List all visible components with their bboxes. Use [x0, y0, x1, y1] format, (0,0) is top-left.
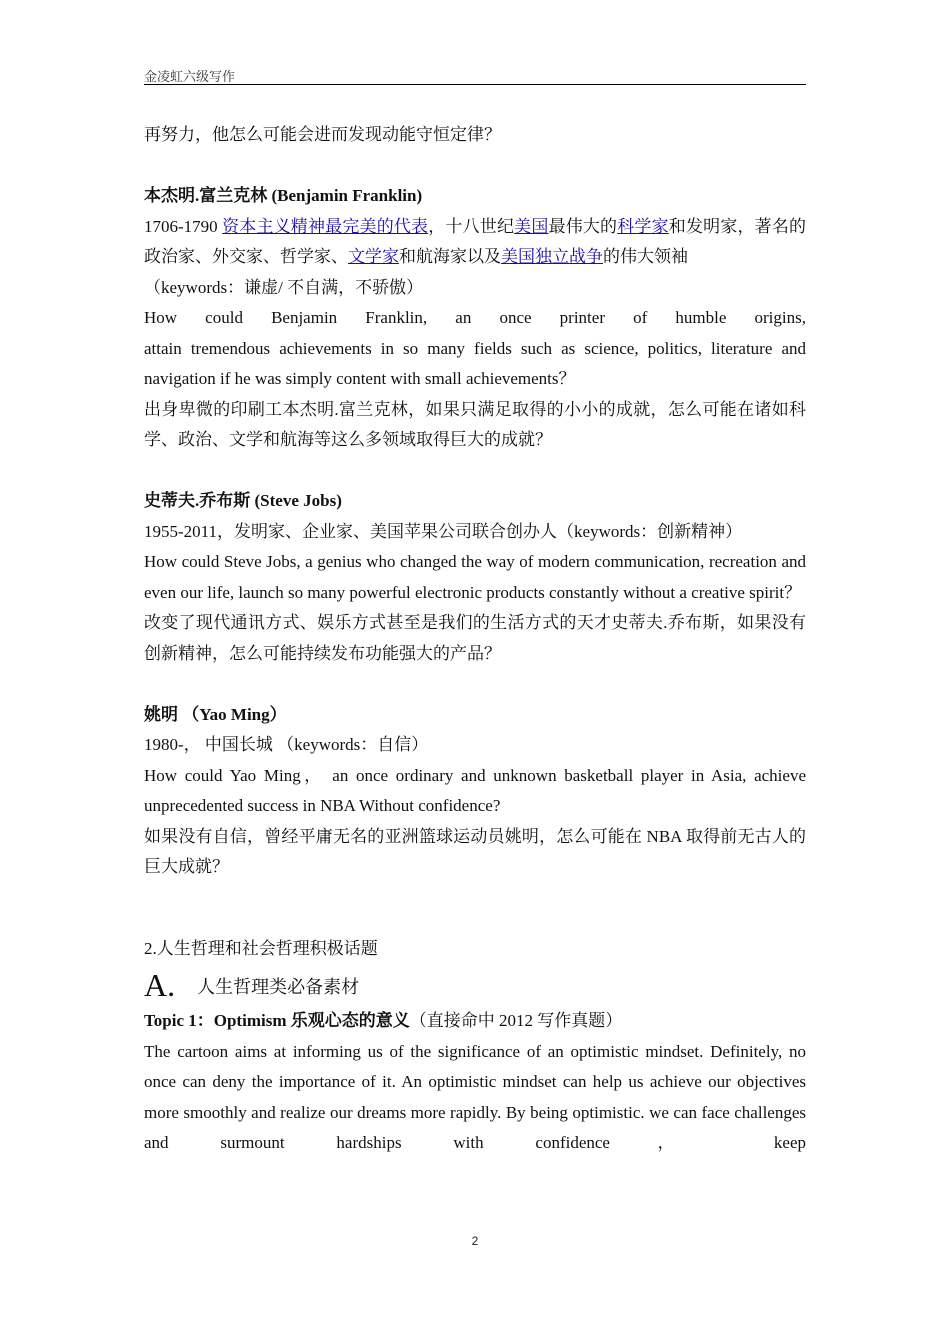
section-a-heading	[144, 964, 806, 1006]
spacer	[144, 669, 806, 700]
page-header	[144, 62, 806, 85]
topic-1-heading	[144, 1006, 806, 1037]
document-body	[144, 120, 806, 1159]
link-america[interactable]: 美国	[514, 216, 549, 236]
franklin-text-4: 和航海家以及	[399, 247, 501, 266]
page-number: 2	[471, 1234, 479, 1248]
link-capitalism-spirit[interactable]: 资本主义精神最完美的代表	[222, 216, 429, 236]
franklin-heading: 本杰明.富兰克林 (Benjamin Franklin)	[144, 186, 423, 205]
yao-chinese: 如果没有自信，曾经平庸无名的亚洲篮球运动员姚明，怎么可能在 NBA 取得前无古人的巨大成就？	[144, 826, 806, 876]
yao-intro: 1980-， 中国长城 （keywords：自信）	[144, 735, 429, 754]
section-2-title: 2.人生哲理和社会哲理积极话题	[144, 938, 378, 958]
franklin-text-1: ，十八世纪	[428, 216, 515, 236]
topic-1-note: （直接命中 2012 写作真题）	[409, 1011, 623, 1030]
yao-heading: 姚明 （Yao Ming）	[144, 704, 287, 724]
franklin-intro	[144, 212, 806, 273]
jobs-english: How could Steve Jobs, a genius who changed the way of modern communication, recreation and even our life, launch so many powerful electronic products constantly without a creative spirit？	[144, 552, 806, 602]
section-a-letter: A.	[144, 967, 176, 1003]
header-title: 金凌虹六级写作	[144, 70, 236, 85]
franklin-keywords: （keywords：谦虚/ 不自满，不骄傲）	[144, 277, 424, 297]
franklin-text-2: 最伟大的	[548, 216, 618, 236]
jobs-heading: 史蒂夫.乔布斯 (Steve Jobs)	[144, 491, 342, 510]
franklin-text-3: 和发明家，著名的政治家、外交家、哲学家、	[144, 216, 807, 266]
link-independence-war[interactable]: 美国独立战争	[501, 247, 603, 266]
jobs-chinese: 改变了现代通讯方式、娱乐方式甚至是我们的生活方式的天才史蒂夫.乔布斯，如果没有创新精神，怎么可能持续发布功能强大的产品？	[144, 613, 806, 663]
section-a-title: 人生哲理类必备素材	[197, 977, 360, 997]
spacer	[144, 151, 806, 182]
spacer	[144, 456, 806, 487]
franklin-text-5: 的伟大领袖	[603, 247, 688, 266]
topic-1-label: Topic 1：Optimism 乐观心态的意义	[144, 1011, 410, 1030]
franklin-english-line1: How could Benjamin Franklin, an once printer of humble origins,	[144, 308, 806, 327]
intro-line: 再努力，他怎么可能会进而发现动能守恒定律？	[144, 125, 501, 144]
link-writer[interactable]: 文学家	[348, 247, 399, 266]
topic-1-body: The cartoon aims at informing us of the significance of an optimistic mindset. Definitely, no once can deny the importance of it. An optimistic mindset can help us achieve our objectives more smoothly and realize our dreams more rapidly. By being optimistic. we can face challenges and surmount hardships with confidence， keep	[144, 1041, 806, 1152]
link-scientist[interactable]: 科学家	[617, 216, 669, 236]
spacer	[144, 883, 806, 934]
franklin-years: 1706-1790	[144, 216, 223, 236]
franklin-english: attain tremendous achievements in so many fields such as science, politics, literature and navigation if he was simply content with small achievements？	[144, 338, 806, 388]
yao-english: How could Yao Ming， an once ordinary and unknown basketball player in Asia, achieve unprecedented success in NBA Without confidence?	[144, 765, 806, 815]
franklin-chinese: 出身卑微的印刷工本杰明.富兰克林，如果只满足取得的小小的成就，怎么可能在诸如科学、政治、文学和航海等这么多领域取得巨大的成就？	[144, 399, 806, 449]
jobs-intro: 1955-2011，发明家、企业家、美国苹果公司联合创办人（keywords：创新精神）	[144, 521, 743, 541]
